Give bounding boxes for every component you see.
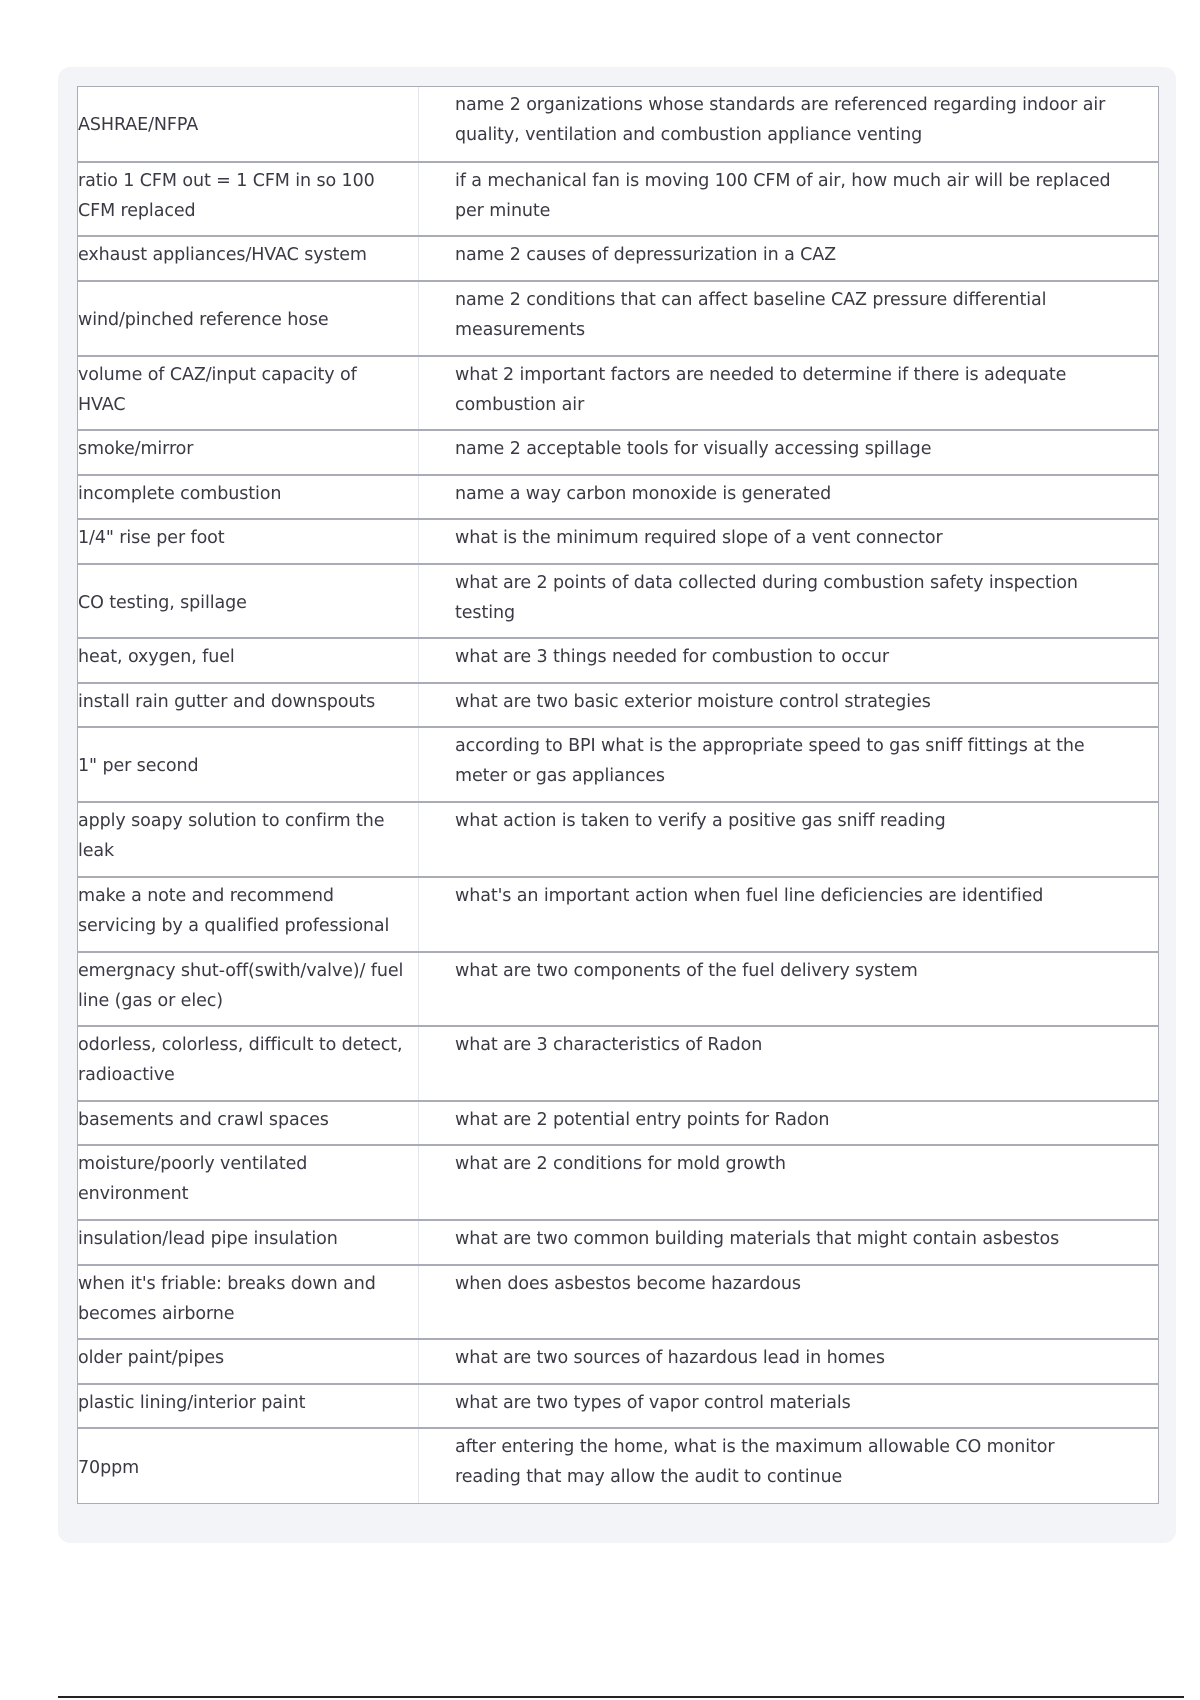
flashcard-term: ASHRAE/NFPA (78, 87, 419, 162)
flashcard-row (78, 1101, 1158, 1145)
flashcard-definition: what action is taken to verify a positive gas sniff reading (455, 811, 946, 832)
flashcard-row (78, 1265, 1158, 1340)
flashcard-row (78, 1384, 1158, 1428)
flashcard-definition: what are two components of the fuel delivery system (455, 960, 918, 981)
flashcard-row (78, 1220, 1158, 1264)
flashcard-definition: name 2 conditions that can affect baseline CAZ pressure differential measurements (455, 289, 1047, 340)
flashcard-row (78, 877, 1158, 952)
flashcard-row (78, 1428, 1158, 1503)
flashcard-definition: according to BPI what is the appropriate speed to gas sniff fittings at the meter or gas appliances (455, 736, 1085, 787)
flashcard-term: insulation/lead pipe insulation (78, 1220, 419, 1264)
flashcard-term: wind/pinched reference hose (78, 281, 419, 356)
flashcard-definition: what's an important action when fuel line deficiencies are identified (455, 885, 1044, 906)
flashcard-row (78, 1339, 1158, 1383)
flashcard-row (78, 683, 1158, 727)
flashcard-definition: when does asbestos become hazardous (455, 1273, 801, 1294)
flashcard-term: CO testing, spillage (78, 564, 419, 639)
flashcard-row (78, 519, 1158, 563)
flashcard-row (78, 638, 1158, 682)
flashcard-definition: what are two basic exterior moisture control strategies (455, 691, 931, 712)
flashcard-term: install rain gutter and downspouts (78, 683, 419, 727)
flashcard-row (78, 356, 1158, 431)
flashcard-row (78, 1026, 1158, 1101)
flashcard-term: smoke/mirror (78, 430, 419, 474)
flashcard-definition: name 2 acceptable tools for visually accessing spillage (455, 439, 932, 460)
flashcard-row (78, 162, 1158, 237)
flashcard-definition: what are 2 potential entry points for Radon (455, 1109, 830, 1130)
flashcard-definition: if a mechanical fan is moving 100 CFM of air, how much air will be replaced per minute (455, 170, 1111, 221)
flashcard-term: older paint/pipes (78, 1339, 419, 1383)
flashcard-term: odorless, colorless, difficult to detect, radioactive (78, 1026, 419, 1101)
flashcard-row (78, 1145, 1158, 1220)
flashcard-row (78, 802, 1158, 877)
flashcard-term: 1/4" rise per foot (78, 519, 419, 563)
flashcard-definition: what are 3 characteristics of Radon (455, 1035, 763, 1056)
flashcard-definition: what are 3 things needed for combustion to occur (455, 647, 889, 668)
flashcard-definition: what are two common building materials that might contain asbestos (455, 1229, 1060, 1250)
footer-divider (58, 1696, 1184, 1698)
flashcard-row (78, 727, 1158, 802)
flashcard-definition: what 2 important factors are needed to determine if there is adequate combustion air (455, 364, 1067, 415)
flashcard-term: 70ppm (78, 1428, 419, 1503)
flashcard-term: 1" per second (78, 727, 419, 802)
flashcard-definition: after entering the home, what is the maximum allowable CO monitor reading that may allow the audit to continue (455, 1437, 1055, 1488)
flashcard-term: make a note and recommend servicing by a qualified professional (78, 877, 419, 952)
flashcard-term: when it's friable: breaks down and becomes airborne (78, 1265, 419, 1340)
flashcard-row (78, 564, 1158, 639)
flashcard-definition: what are 2 points of data collected during combustion safety inspection testing (455, 572, 1078, 623)
flashcard-term: volume of CAZ/input capacity of HVAC (78, 356, 419, 431)
flashcard-definition: name 2 organizations whose standards are referenced regarding indoor air quality, ventilation and combustion appliance venting (455, 95, 1106, 145)
flashcard-term: incomplete combustion (78, 475, 419, 519)
flashcard-row (78, 430, 1158, 474)
flashcard-row (78, 952, 1158, 1027)
flashcard-term: emergnacy shut-off(swith/valve)/ fuel line (gas or elec) (78, 952, 419, 1027)
flashcard-definition: what is the minimum required slope of a vent connector (455, 528, 943, 549)
flashcard-term: ratio 1 CFM out = 1 CFM in so 100 CFM replaced (78, 162, 419, 237)
flashcard-table (78, 87, 1158, 1503)
flashcard-rows (78, 87, 1158, 1503)
flashcard-term: heat, oxygen, fuel (78, 638, 419, 682)
flashcard-term: moisture/poorly ventilated environment (78, 1145, 419, 1220)
flashcard-definition: name 2 causes of depressurization in a CAZ (455, 245, 837, 266)
flashcard-row (78, 281, 1158, 356)
flashcard-term: basements and crawl spaces (78, 1101, 419, 1145)
flashcard-definition: what are two types of vapor control materials (455, 1392, 851, 1413)
flashcard-row (78, 236, 1158, 280)
flashcard-table-container (77, 86, 1159, 1504)
flashcard-row (78, 475, 1158, 519)
flashcard-definition: name a way carbon monoxide is generated (455, 483, 832, 504)
flashcard-term: exhaust appliances/HVAC system (78, 236, 419, 280)
flashcard-row (78, 87, 1158, 162)
flashcard-definition: what are 2 conditions for mold growth (455, 1154, 786, 1175)
flashcard-term: plastic lining/interior paint (78, 1384, 419, 1428)
flashcard-term: apply soapy solution to confirm the leak (78, 802, 419, 877)
flashcard-definition: what are two sources of hazardous lead in homes (455, 1348, 885, 1369)
